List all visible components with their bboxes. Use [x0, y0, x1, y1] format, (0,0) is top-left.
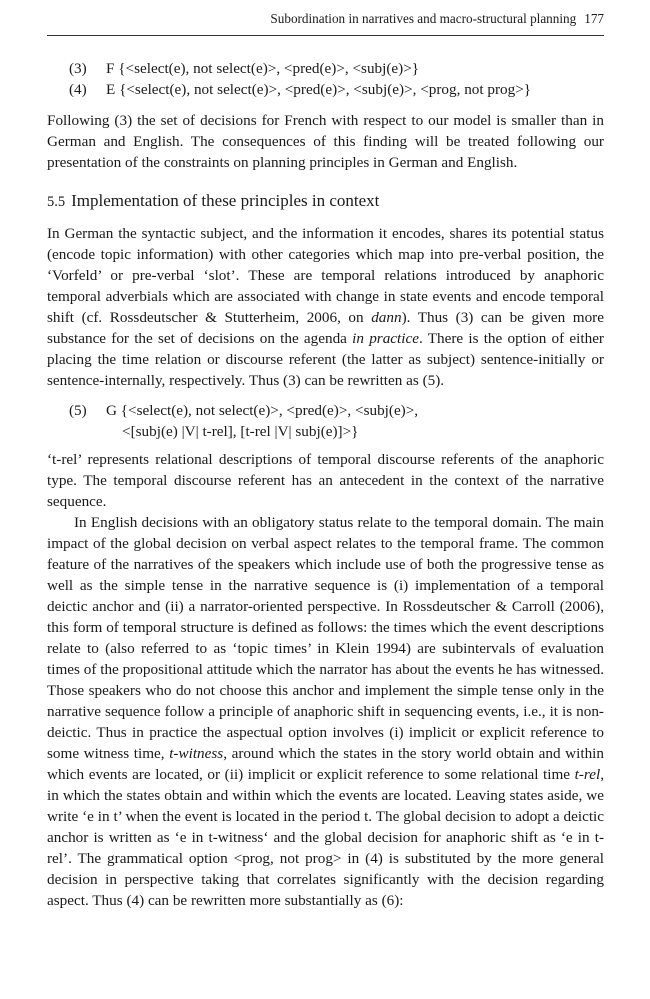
- example-number: (5): [69, 402, 87, 419]
- header-rule: [47, 35, 604, 36]
- section-heading: [47, 189, 604, 214]
- paragraph-2: In German the syntactic subject, and the information it encodes, shares its potential status (encode topic information) with other categories which map into pre-verbal position, the ‘Vorfeld’ or pre-verbal ‘slot’. These are temporal relations introduced by anaphoric temporal adverbials which are associated with change in state events and encode temporal shift (cf. Rossdeutscher & Stutterheim, 2006, on dann). Thus (3) can be given more substance for the set of decisions on the agenda in practice. There is the option of either placing the time relation or discourse referent (the latter as subject) sentence-initially or sentence-internally, respectively. Thus (3) can be rewritten as (5).: [47, 225, 604, 389]
- italic-term: dann: [371, 309, 402, 326]
- example-5: [47, 400, 604, 442]
- example-4: [47, 79, 604, 100]
- example-text: E {<select(e), not select(e)>, <pred(e)>, <subj(e)>, <prog, not prog>}: [106, 81, 532, 98]
- example-number: (3): [69, 60, 87, 77]
- example-text: F {<select(e), not select(e)>, <pred(e)>, <subj(e)>}: [106, 60, 420, 77]
- example-text-continued: <[subj(e) |V| t-rel], [t-rel |V| subj(e)]>}: [122, 423, 359, 440]
- example-text: G {<select(e), not select(e)>, <pred(e)>, <subj(e)>,: [106, 402, 419, 419]
- example-3: [47, 58, 604, 79]
- running-head: [47, 10, 604, 28]
- paragraph-1: Following (3) the set of decisions for French with respect to our model is smaller than in German and English. The consequences of this finding will be treated following our presentation of the constraints on planning principles in German and English.: [47, 112, 604, 171]
- section-number: 5.5: [47, 194, 66, 210]
- running-title: Subordination in narratives and macro-structural planning: [270, 11, 577, 26]
- paragraph-3: ‘t-rel’ represents relational descriptions of temporal discourse referents of the anaphoric type. The temporal discourse referent has an antecedent in the context of the narrative sequence.: [47, 451, 604, 510]
- italic-term: t-rel: [574, 766, 601, 783]
- example-number: (4): [69, 81, 87, 98]
- italic-term: in practice: [352, 330, 419, 347]
- paragraph-4: In English decisions with an obligatory status relate to the temporal domain. The main impact of the global decision on verbal aspect relates to the temporal frame. The common feature of the narratives of the speakers which include use of both the progressive tense as well as the simple tense in the narrative sequence is (i) implementation of a temporal deictic anchor and (ii) a narrator-oriented perspective. In Rossdeutscher & Carroll (2006), this form of temporal structure is defined as follows: the times which the event descriptions relate to (also referred to as ‘topic times’ in Klein 1994) are subintervals of evaluation times of the propositional attitude which the narrator has about the events he has witnessed. Those speakers who do not choose this anchor and implement the simple tense only in the narrative sequence follow a principle of anaphoric shift in sequencing events, i.e., it is non-deictic. Thus in practice the aspectual option involves (i) implicit or explicit reference to some witness time, t-witness, around which the states in the story world obtain and within which events are located, or (ii) implicit or explicit reference to some relational time t-rel, in which the states obtain and within which the events are located. Leaving states aside, we write ‘e in t’ when the event is located in the period t. The global decision to adopt a deictic anchor is written as ‘e in t-witness‘ and the global decision for anaphoric shift as ‘e in t-rel’. The grammatical option <prog, not prog> in (4) is substituted by the more general decision in perspective taking that correlates significantly with the decision regarding aspect. Thus (4) can be rewritten more substantially as (6):: [47, 514, 604, 909]
- italic-term: t-witness: [169, 745, 224, 762]
- page-number: 177: [584, 11, 604, 26]
- section-title: Implementation of these principles in context: [71, 191, 380, 210]
- page-body: [47, 58, 604, 911]
